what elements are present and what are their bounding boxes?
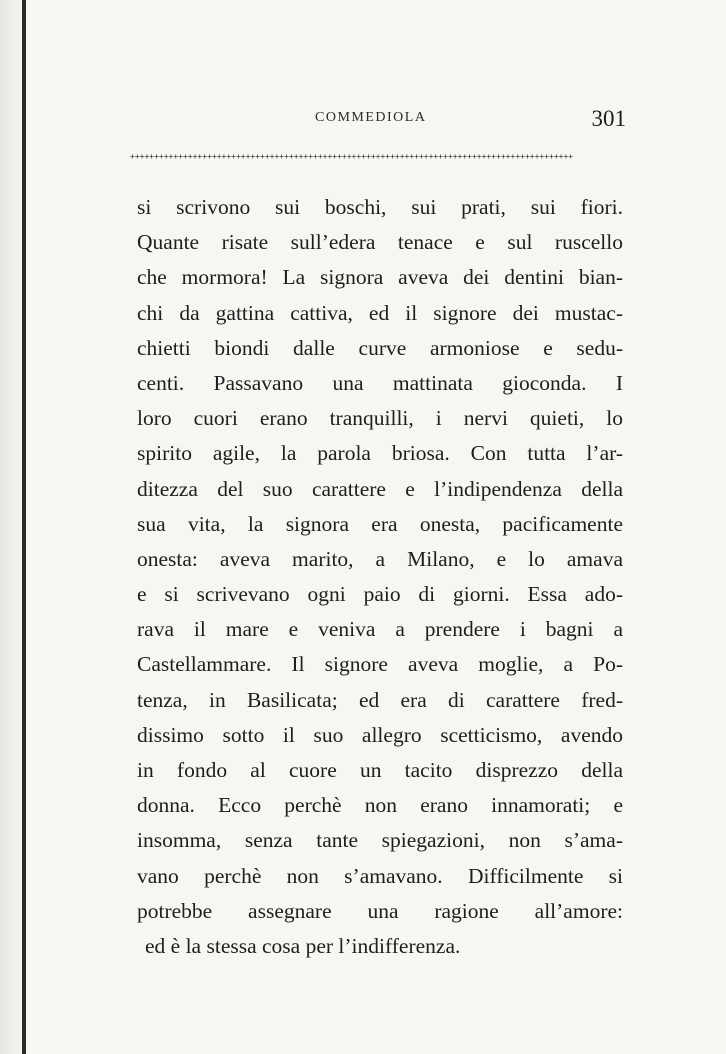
running-head-title: COMMEDIOLA [315,110,427,125]
text-line: donna. Ecco perchè non erano innamorati; e [137,793,623,818]
page-number: 301 [591,106,626,131]
running-head [130,106,626,136]
binding-edge [22,0,26,1054]
text-line: in fondo al cuore un tacito disprezzo della [137,758,623,782]
text-line: dissimo sotto il suo allegro scetticismo, avendo [137,722,623,747]
text-line: loro cuori erano tranquilli, i nervi quieti, lo [137,406,623,431]
text-line: Castellammare. Il signore aveva moglie, a Po- [137,652,623,677]
text-line: ditezza del suo carattere e l’indipendenza della [137,476,623,501]
text-line: sua vita, la signora era onesta, pacificamente [137,511,623,536]
text-line: insomma, senza tante spiegazioni, non s’ama- [137,828,623,853]
text-line: Quante risate sull’edera tenace e sul ruscello [137,230,623,255]
text-line: che mormora! La signora aveva dei dentini bian- [137,265,623,290]
text-line: centi. Passavano una mattinata gioconda. I [137,370,623,395]
text-line: tenza, in Basilicata; ed era di carattere fred- [137,687,623,712]
page-gutter [0,0,22,1054]
text-line: ed è la stessa cosa per l’indifferenza. [145,933,461,958]
text-line: spirito agile, la parola briosa. Con tutta l’ar- [137,441,623,466]
text-line: onesta: aveva marito, a Milano, e lo amava [137,546,623,571]
ornamental-rule: ++++++++++++++++++++++++++++++++++++++++++++++++++++++++++++++++++++++++++++++++++++++++++++ [130,152,574,161]
text-line: e si scrivevano ogni paio di giorni. Essa ado- [137,582,623,607]
text-line: chi da gattina cattiva, ed il signore dei mustac- [137,300,623,325]
body-text [137,190,623,964]
text-line: potrebbe assegnare una ragione all’amore: [137,898,623,923]
text-line: rava il mare e veniva a prendere i bagni a [137,617,623,642]
text-line: chietti biondi dalle curve armoniose e sedu- [137,335,623,360]
text-line: vano perchè non s’amavano. Difficilmente si [137,863,623,888]
text-line: si scrivono sui boschi, sui prati, sui fiori. [137,195,623,219]
